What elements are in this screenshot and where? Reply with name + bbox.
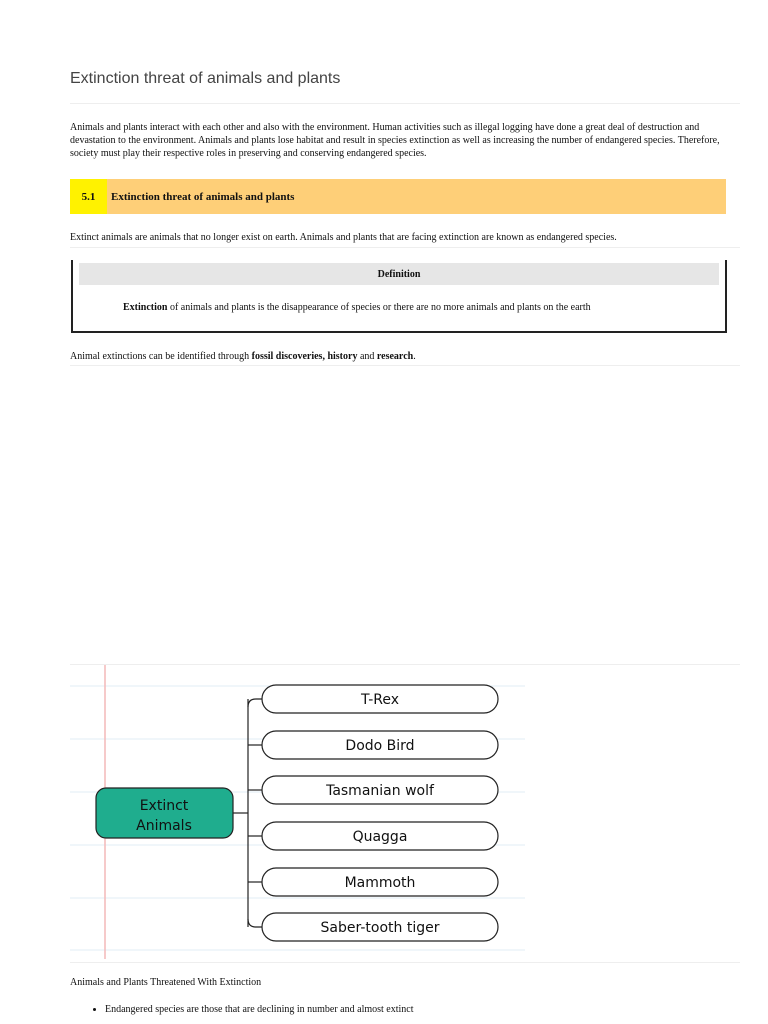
leaf-node xyxy=(262,776,498,804)
definition-heading: Definition xyxy=(79,263,719,285)
leaf-node xyxy=(262,731,498,759)
leaf-label-mammoth: Mammoth xyxy=(344,875,416,891)
root-label-line2: Animals xyxy=(136,818,192,834)
list-item: • Endangered species are those that are declining in number and almost extinct xyxy=(105,1004,414,1015)
divider xyxy=(70,103,740,104)
extinct-animals-diagram xyxy=(70,664,740,959)
connector-lines xyxy=(233,699,262,927)
leaf-label-quagga: Quagga xyxy=(352,829,408,845)
leaf-node xyxy=(262,913,498,941)
leaf-node xyxy=(262,822,498,850)
extinct-paragraph: Extinct animals are animals that no longer exist on earth. Animals and plants that are facing extinction are known as endangered species. xyxy=(70,232,617,243)
leaf-node xyxy=(262,685,498,713)
definition-text xyxy=(123,302,591,313)
leaf-node xyxy=(262,868,498,896)
para-text: Animal extinctions can be identified through xyxy=(70,351,252,362)
definition-body: of animals and plants is the disappearance of species or there are no more animals and plants on the earth xyxy=(167,302,591,313)
definition-box xyxy=(71,260,727,333)
leaf-label-dodo: Dodo Bird xyxy=(345,738,415,754)
section-caption: Animals and Plants Threatened With Extinction xyxy=(70,977,262,988)
leaf-label-tasmanian-wolf: Tasmanian wolf xyxy=(326,783,434,799)
identification-paragraph xyxy=(70,351,416,362)
section-number: 5.1 xyxy=(70,179,107,214)
section-header xyxy=(70,179,726,214)
section-title: Extinction threat of animals and plants xyxy=(111,190,295,203)
leaf-label-saber-tooth: Saber-tooth tiger xyxy=(320,920,440,936)
root-node xyxy=(96,788,233,838)
root-label-line1: Extinct xyxy=(139,798,189,814)
para-text: and xyxy=(357,351,377,362)
divider xyxy=(70,664,740,665)
para-bold-fossil: fossil discoveries, history xyxy=(251,351,358,362)
intro-paragraph: Animals and plants interact with each other and also with the environment. Human activities such as illegal logging have done a great deal of destruction and devastation to the environment. Animals and plants lose habitat and result in species extinction as well as increasing the number of endangered species. Therefore, society must play their respective roles in preserving and conserving endangered species. xyxy=(70,122,720,159)
leaf-label-trex: T-Rex xyxy=(360,692,400,708)
para-text: . xyxy=(413,351,416,362)
page-title: Extinction threat of animals and plants xyxy=(70,70,341,87)
para-bold-research: research xyxy=(376,351,414,362)
definition-term: Extinction xyxy=(123,302,168,313)
bullet-list xyxy=(70,1004,414,1015)
divider xyxy=(70,365,740,366)
divider xyxy=(70,247,740,248)
divider xyxy=(70,962,740,963)
